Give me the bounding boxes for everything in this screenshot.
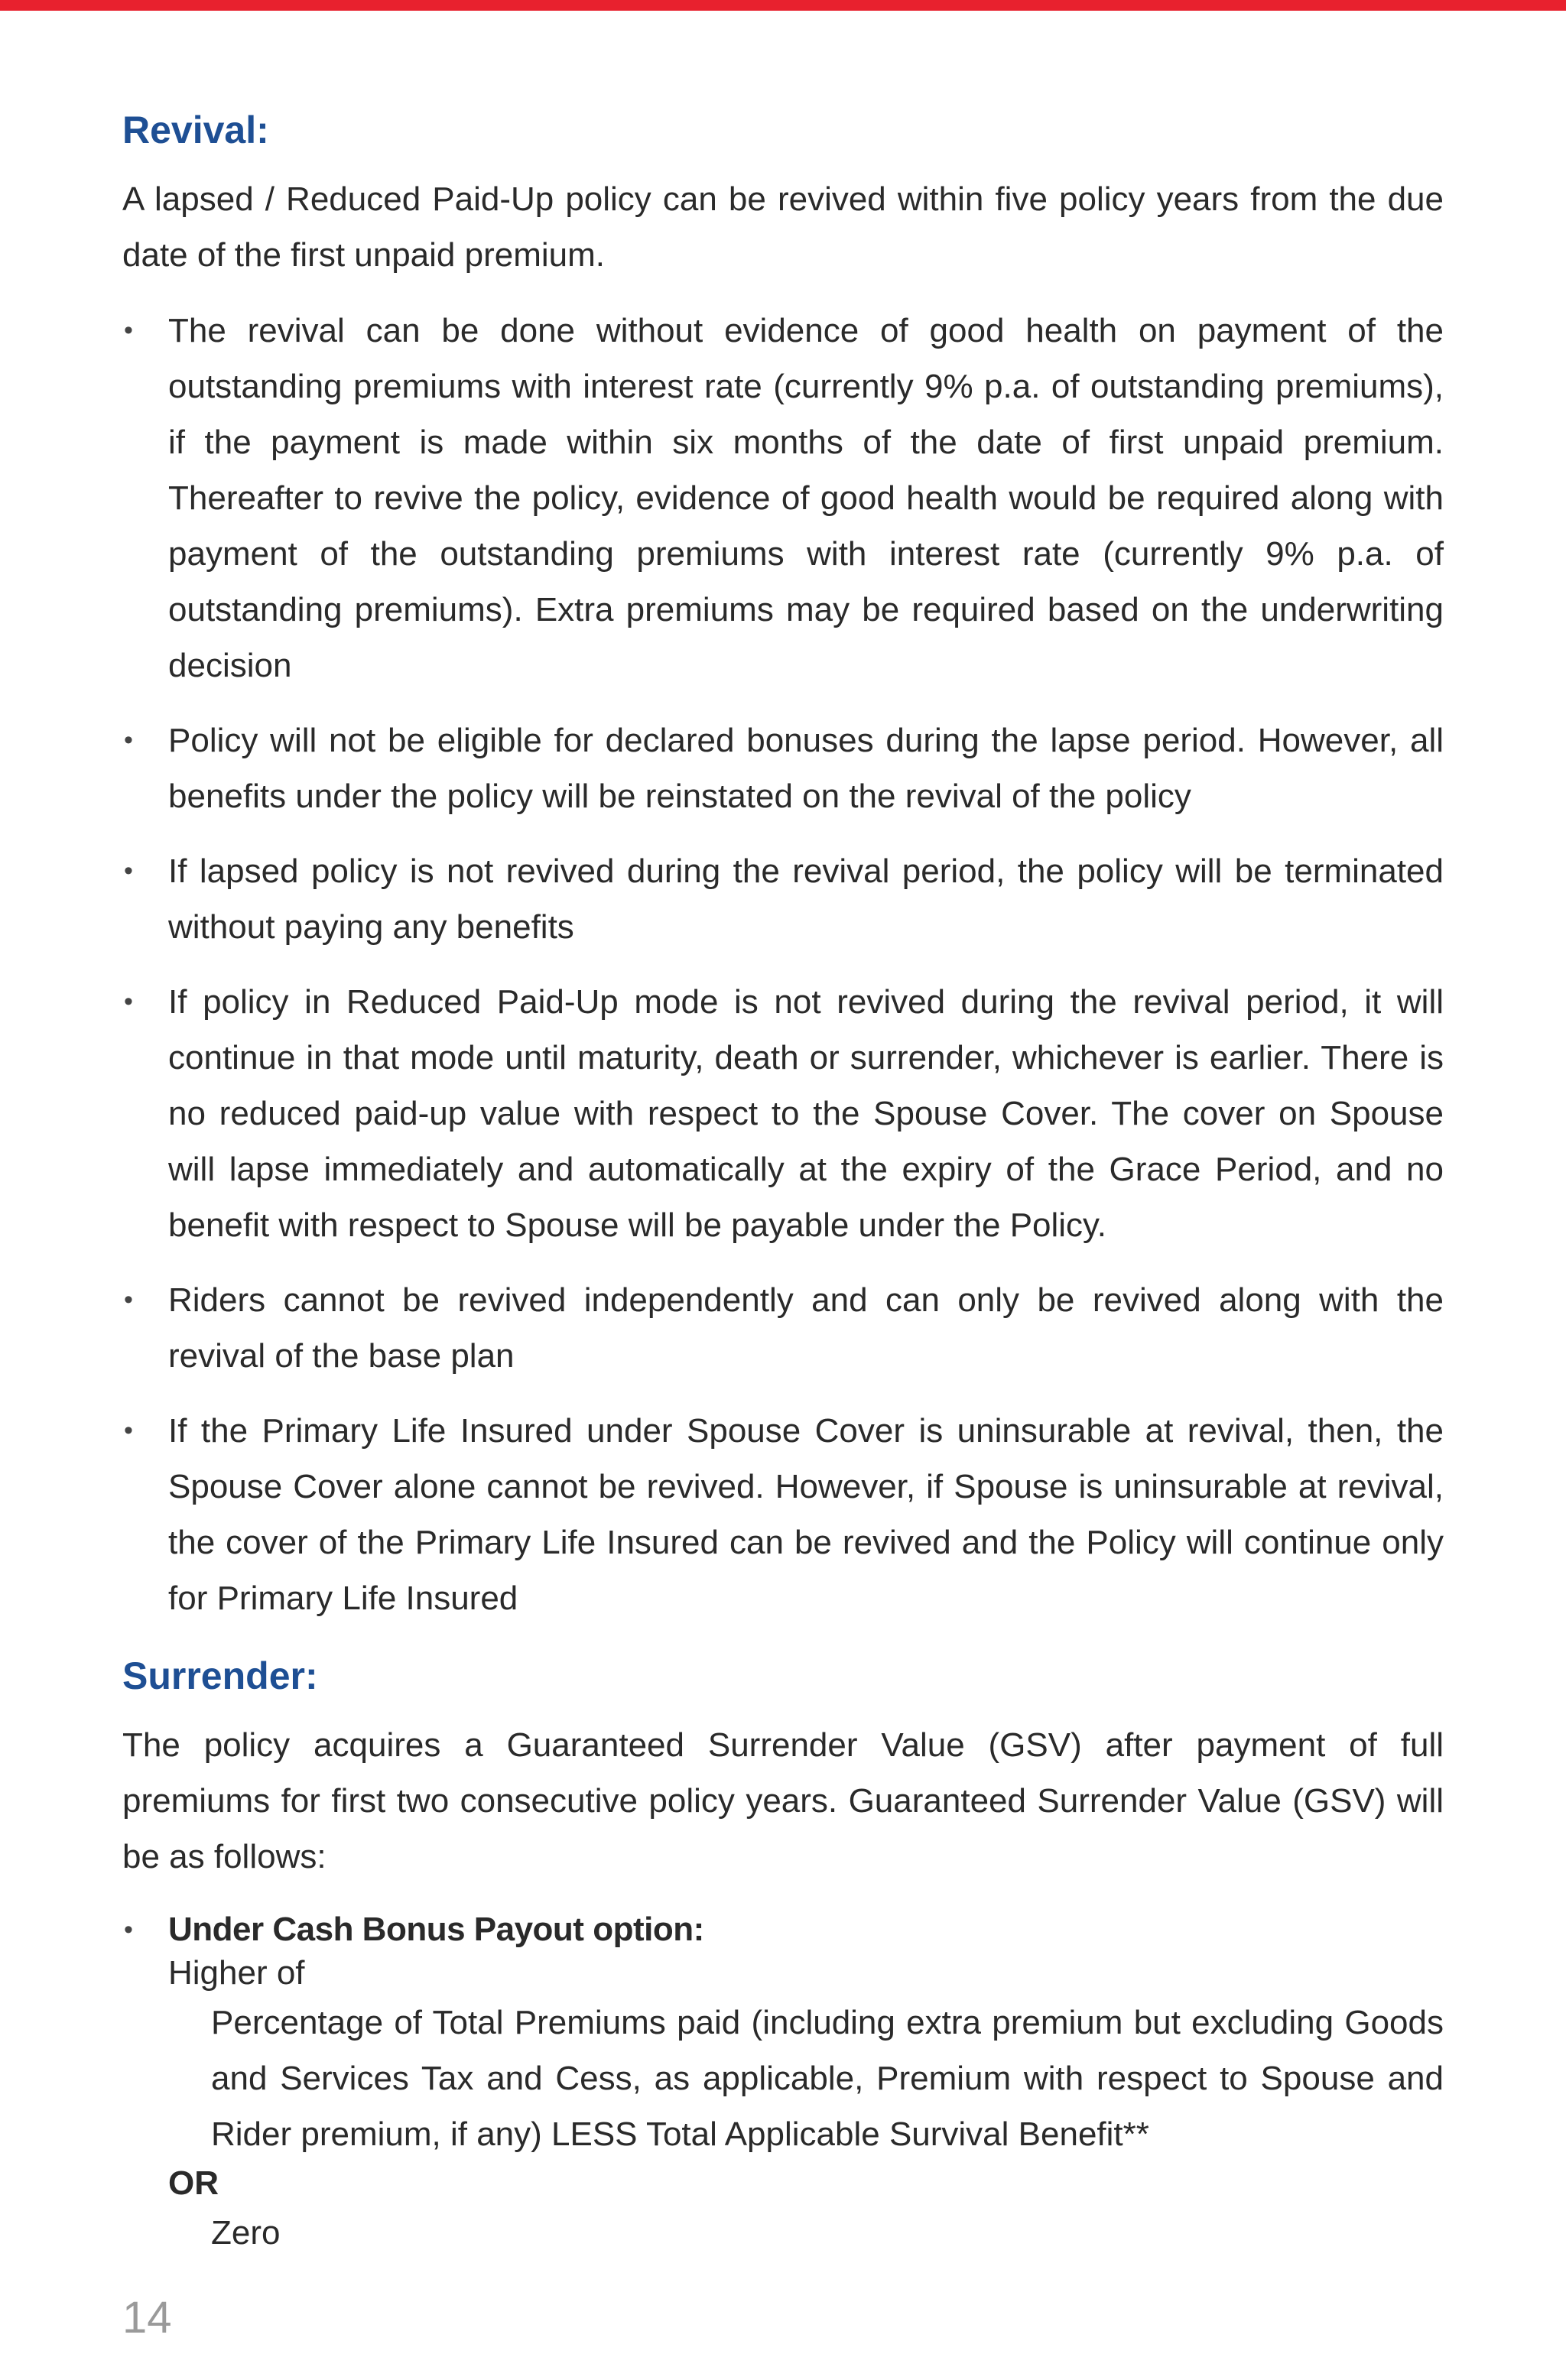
gsv-option-b: Zero (211, 2214, 281, 2252)
bullet-text: If lapsed policy is not revived during the revival period, the policy will be terminated without paying any benefits (168, 852, 1444, 946)
list-item (122, 713, 1444, 824)
revival-intro: A lapsed / Reduced Paid-Up policy can be revived within five policy years from the due date of the first unpaid premium. (122, 180, 1444, 274)
gsv-option-a: Percentage of Total Premiums paid (including extra premium but excluding Goods and Services Tax and Cess, as applicable, Premium with respect to Spouse and Rider premium, if any) LESS Total Applicable Survival Benefit** (211, 2004, 1444, 2153)
bullet-icon: • (124, 1285, 133, 1314)
bullet-text: The revival can be done without evidence of good health on payment of the outstanding premiums with interest rate (currently 9% p.a. of outstanding premiums), if the payment is made within six months of the date of first unpaid premium. Thereafter to revive the policy, evidence of good health would be required along with payment of the outstanding premiums with interest rate (currently 9% p.a. of outstanding premiums). Extra premiums may be required based on the underwriting decision (168, 312, 1444, 684)
bullet-icon: • (124, 316, 133, 345)
bullet-icon: • (124, 1416, 133, 1445)
higher-of-label: Higher of (168, 1954, 305, 1992)
list-item (122, 1272, 1444, 1384)
surrender-intro: The policy acquires a Guaranteed Surrender Value (GSV) after payment of full premiums for first two consecutive policy years. Guaranteed Surrender Value (GSV) will be as follows: (122, 1726, 1444, 1875)
page-number: 14 (122, 2293, 172, 2343)
list-item (122, 1403, 1444, 1626)
surrender-heading: Surrender: (122, 1654, 318, 1697)
bullet-text: If policy in Reduced Paid-Up mode is not revived during the revival period, it will continue in that mode until maturity, death or surrender, whichever is earlier. There is no reduced paid-up value with respect to the Spouse Cover. The cover on Spouse will lapse immediately and automatically at the expiry of the Grace Period, and no benefit with respect to Spouse will be payable under the Policy. (168, 983, 1444, 1244)
revival-heading: Revival: (122, 109, 269, 151)
bullet-icon: • (124, 1915, 133, 1944)
revival-bullet-list (122, 303, 1444, 1626)
bullet-icon: • (124, 987, 133, 1016)
or-label: OR (168, 2164, 219, 2202)
list-item (122, 843, 1444, 955)
bullet-text: Riders cannot be revived independently and can only be revived along with the revival of the base plan (168, 1281, 1444, 1375)
cash-bonus-gsv-block (122, 1908, 1444, 2261)
list-item (122, 303, 1444, 693)
list-item (122, 974, 1444, 1253)
top-accent-bar (0, 0, 1566, 11)
bullet-icon: • (124, 856, 133, 885)
document-page (122, 99, 1444, 2261)
bullet-text: If the Primary Life Insured under Spouse Cover is uninsurable at revival, then, the Spouse Cover alone cannot be revived. However, if Spouse is uninsurable at revival, the cover of the Primary Life Insured can be revived and the Policy will continue only for Primary Life Insured (168, 1412, 1444, 1617)
bullet-icon: • (124, 726, 133, 755)
bullet-text: Policy will not be eligible for declared bonuses during the lapse period. However, all benefits under the policy will be reinstated on the revival of the policy (168, 722, 1444, 815)
cash-bonus-title: Under Cash Bonus Payout option: (168, 1911, 704, 1948)
